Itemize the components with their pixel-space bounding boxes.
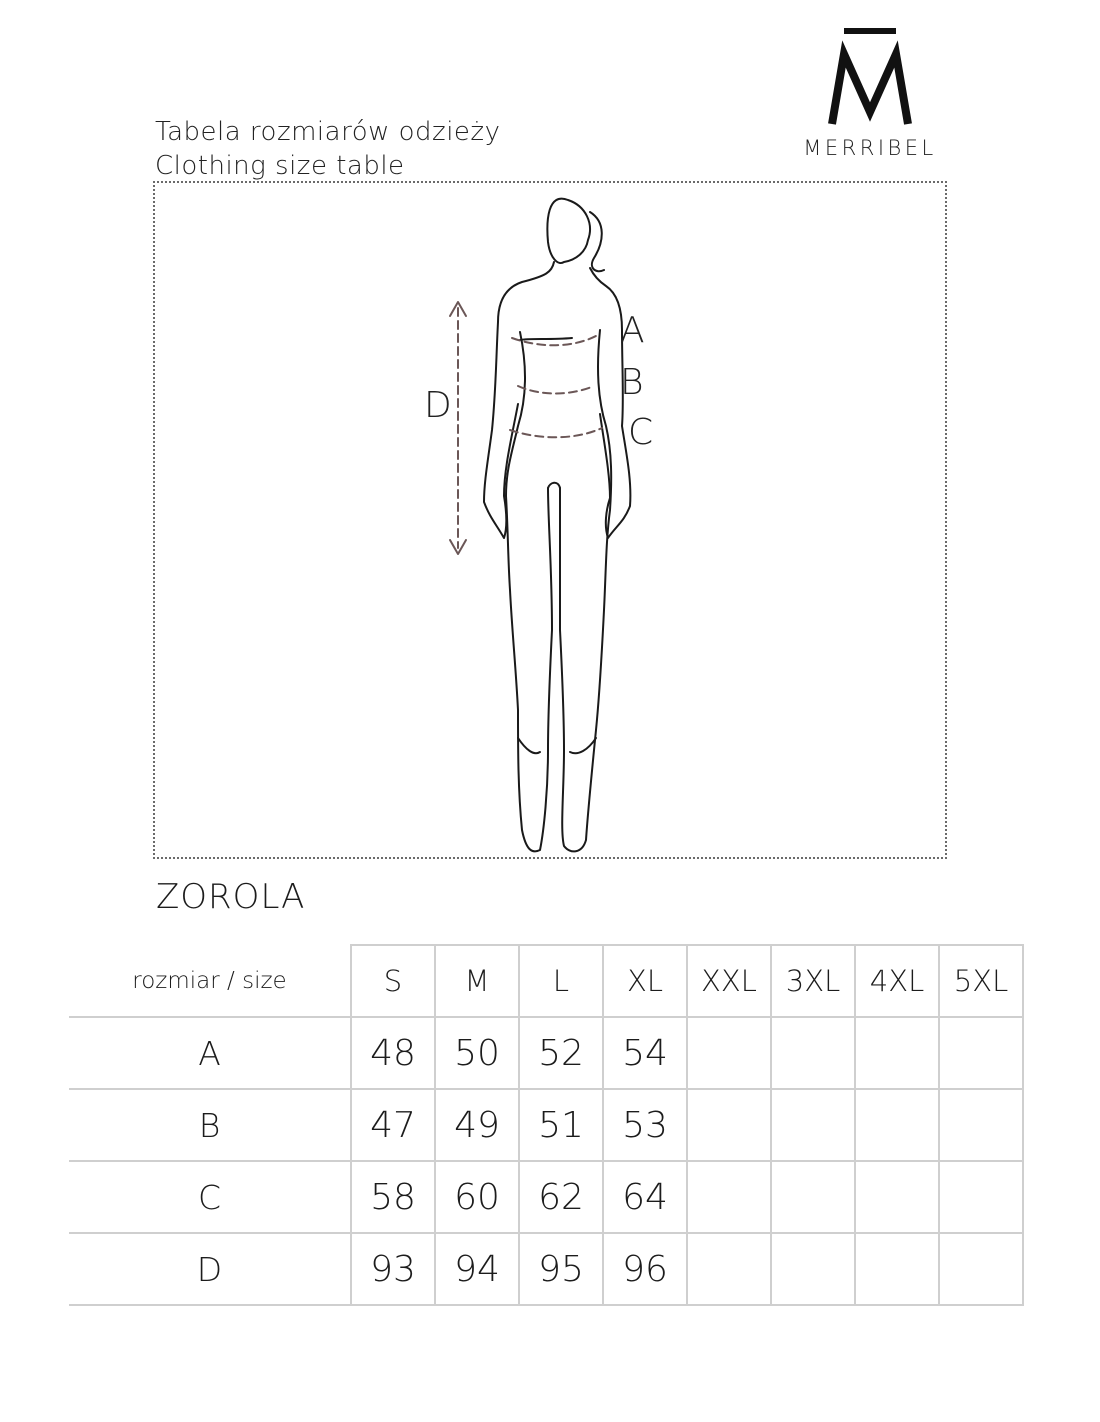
value-cell (687, 1017, 771, 1089)
logo-monogram-icon (822, 26, 918, 130)
value-cell (939, 1233, 1023, 1305)
value-cell (771, 1161, 855, 1233)
body-silhouette-icon (400, 190, 690, 855)
table-row (69, 1017, 1023, 1089)
value-cell: 93 (351, 1233, 435, 1305)
measure-label-d: D (424, 385, 452, 426)
size-header-cell: 4XL (855, 945, 939, 1017)
size-header-cell: XXL (687, 945, 771, 1017)
size-header-cell: XL (603, 945, 687, 1017)
value-cell (771, 1017, 855, 1089)
value-cell (855, 1161, 939, 1233)
value-cell (855, 1233, 939, 1305)
size-header-cell: L (519, 945, 603, 1017)
heading-english: Clothing size table (155, 151, 405, 181)
value-cell (687, 1089, 771, 1161)
value-cell (855, 1089, 939, 1161)
value-cell: 51 (519, 1089, 603, 1161)
value-cell (687, 1233, 771, 1305)
value-cell: 96 (603, 1233, 687, 1305)
value-cell: 50 (435, 1017, 519, 1089)
value-cell: 54 (603, 1017, 687, 1089)
value-cell: 58 (351, 1161, 435, 1233)
row-label: D (69, 1233, 351, 1305)
row-label: A (69, 1017, 351, 1089)
value-cell: 48 (351, 1017, 435, 1089)
size-header-row (69, 945, 1023, 1017)
product-name: ZOROLA (156, 877, 306, 917)
row-label: B (69, 1089, 351, 1161)
value-cell (939, 1089, 1023, 1161)
measure-label-a: A (620, 310, 645, 351)
table-row (69, 1233, 1023, 1305)
value-cell: 53 (603, 1089, 687, 1161)
value-cell (687, 1161, 771, 1233)
size-corner-label: rozmiar / size (69, 945, 351, 1017)
page-heading (155, 115, 500, 183)
value-cell: 60 (435, 1161, 519, 1233)
size-header-cell: 5XL (939, 945, 1023, 1017)
value-cell: 62 (519, 1161, 603, 1233)
value-cell: 47 (351, 1089, 435, 1161)
value-cell: 52 (519, 1017, 603, 1089)
value-cell: 94 (435, 1233, 519, 1305)
measure-label-b: B (620, 362, 644, 403)
logo-brand-name: MERRIBEL (803, 136, 937, 160)
value-cell (771, 1089, 855, 1161)
size-table (69, 944, 1024, 1306)
table-row (69, 1161, 1023, 1233)
value-cell (855, 1017, 939, 1089)
size-header-cell: M (435, 945, 519, 1017)
value-cell: 64 (603, 1161, 687, 1233)
merribel-logo (790, 26, 950, 166)
value-cell (771, 1233, 855, 1305)
value-cell (939, 1017, 1023, 1089)
size-header-cell: 3XL (771, 945, 855, 1017)
size-header-cell: S (351, 945, 435, 1017)
row-label: C (69, 1161, 351, 1233)
measure-label-c: C (628, 412, 654, 453)
value-cell (939, 1161, 1023, 1233)
value-cell: 49 (435, 1089, 519, 1161)
heading-polish: Tabela rozmiarów odzieży (155, 117, 501, 147)
table-row (69, 1089, 1023, 1161)
value-cell: 95 (519, 1233, 603, 1305)
